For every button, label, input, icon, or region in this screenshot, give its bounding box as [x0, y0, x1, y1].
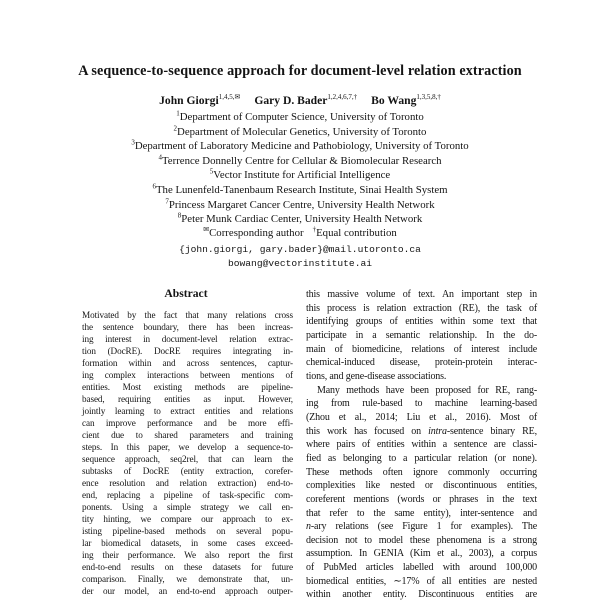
- text-line: chemical-induced disease, protein-protein interac-: [306, 357, 537, 369]
- text-line: der our model, an end-to-end approach outper-: [82, 586, 293, 596]
- text-line: tions, and gene-disease associations.: [306, 370, 447, 382]
- text-line: tity hinting, we compare our approach to ex-: [82, 514, 293, 524]
- text-line: lar biomedical datasets, in some cases exceed-: [82, 538, 293, 548]
- author-name: Gary D. Bader$^{1,2,4,6,7,\dagger}$: [254, 93, 358, 107]
- text-line: biomedical entities, ∼17% of all entities are nested: [306, 575, 537, 587]
- affiliation-line: $^5$Vector Institute for Artificial Intelligence: [209, 167, 391, 182]
- author-line: [0, 94, 600, 107]
- text-line: jointly learning to extract entities and relations: [82, 406, 293, 416]
- affiliation-line: $^3$Department of Laboratory Medicine and Pathobiology, University of Toronto: [131, 138, 469, 153]
- text-line: fied as belonging to a particular relation (or none).: [306, 452, 537, 464]
- text-line: where pairs of entities within a sentence are classi-: [306, 439, 537, 451]
- text-line: formation within and across sentences, captur-: [82, 358, 293, 368]
- text-line: steps. In this paper, we develop a sequence-to-: [82, 442, 293, 452]
- text-line: of PubMed articles labelled with around 100,000: [306, 562, 537, 574]
- text-line: coreferent mentions (words or phrases in the text: [306, 493, 537, 505]
- affiliation-line: $^6$The Lunenfeld-Tanenbaum Research Institute, Sinai Health System: [152, 182, 448, 196]
- text-line: sequence approach, seq2rel, that can learn the: [82, 454, 293, 464]
- affiliation-line: $^8$Peter Munk Cardiac Center, University Health Network: [177, 211, 423, 226]
- text-line: ing interest in document-level relation extrac-: [82, 334, 293, 344]
- email-line: {john.giorgi, gary.bader}@mail.utoronto.ca: [179, 244, 421, 255]
- text-line: that refer to the same entity), inter-sentence and: [306, 507, 537, 519]
- contribution-notes: [0, 227, 600, 239]
- introduction-column-text: [306, 288, 537, 600]
- text-line: n-ary relations (see Figure 1 for examples). The: [306, 521, 537, 533]
- text-line: isting pipeline-based methods on several popu-: [82, 526, 293, 536]
- affiliation-line: $^2$Department of Molecular Genetics, University of Toronto: [173, 124, 427, 138]
- text-line: (Zhou et al., 2014; Liu et al., 2016). Most of: [306, 411, 537, 423]
- text-line: within another entity. Discontinuous entities are: [306, 589, 537, 600]
- author-name: John Giorgi$^{1,4,5,✉}$: [159, 93, 241, 107]
- text-line: main of biomedicine, relations of interest include: [306, 343, 537, 355]
- text-line: ing from rule-based to machine learning-based: [306, 398, 537, 410]
- paper-title: A sequence-to-sequence approach for document-level relation extraction: [78, 63, 522, 79]
- text-line: this work has focused on intra-sentence binary RE,: [306, 425, 537, 437]
- contribution-note: †Equal contribution: [312, 225, 397, 239]
- text-line: ing complex interactions between mentions of: [82, 370, 293, 380]
- text-line: subtasks of DocRE (entity extraction, corefer-: [82, 466, 293, 476]
- text-line: Motivated by the fact that many relations cross: [82, 310, 293, 320]
- affiliation-line: $^1$Department of Computer Science, University of Toronto: [176, 109, 424, 123]
- text-line: assumption. In GENIA (Kim et al., 2003), a corpus: [306, 548, 537, 560]
- contribution-note: ✉Corresponding author: [203, 225, 304, 239]
- text-line: comparison. Finally, we demonstrate that, un-: [82, 574, 293, 584]
- text-line: ing their performance. We also report the first: [82, 550, 293, 560]
- affiliation-line: $^7$Princess Margaret Cancer Centre, University Health Network: [165, 196, 435, 211]
- text-line: ponents. Using a simple strategy we call en-: [82, 502, 293, 512]
- text-line: entities. Most existing methods are pipeline-: [82, 382, 293, 392]
- text-line: decision not to model these phenomena is a strong: [306, 534, 537, 546]
- text-line: tion (DocRE). DocRE requires integrating in-: [82, 346, 293, 356]
- text-line: participate in a semantic relationship. In the do-: [306, 329, 537, 341]
- text-line: identifying groups of entities within some text that: [306, 316, 537, 328]
- text-line: end, replacing a pipeline of task-specific com-: [82, 490, 293, 500]
- text-line: the sentence boundary, there has been increas-: [82, 322, 293, 332]
- text-line: based, requiring entities as input. However,: [82, 394, 293, 404]
- text-line: can improve performance and be more effi-: [82, 418, 293, 428]
- affiliation-line: $^4$Terrence Donnelly Centre for Cellular & Biomolecular Research: [158, 153, 442, 167]
- email-line: bowang@vectorinstitute.ai: [228, 258, 372, 269]
- text-line: end-to-end results on these datasets for future: [82, 562, 293, 572]
- text-line: this process is relation extraction (RE), the task of: [306, 302, 537, 314]
- affiliations: [0, 110, 600, 227]
- text-line: cient due to shared parameters and training: [82, 430, 293, 440]
- abstract-heading: Abstract: [164, 287, 208, 300]
- author-emails: [0, 243, 600, 271]
- text-line: These methods often ignore commonly occurring: [306, 466, 537, 478]
- text-line: this massive volume of text. An important step in: [306, 289, 537, 300]
- author-name: Bo Wang$^{1,3,5,8,\dagger}$: [371, 93, 441, 107]
- text-line: ence resolution and relation extraction) end-to-: [82, 478, 293, 488]
- text-line: Many methods have been proposed for RE, rang-: [317, 384, 537, 396]
- text-line: complexities like nested or discontinuous entities,: [306, 480, 537, 492]
- abstract-text: [82, 309, 293, 597]
